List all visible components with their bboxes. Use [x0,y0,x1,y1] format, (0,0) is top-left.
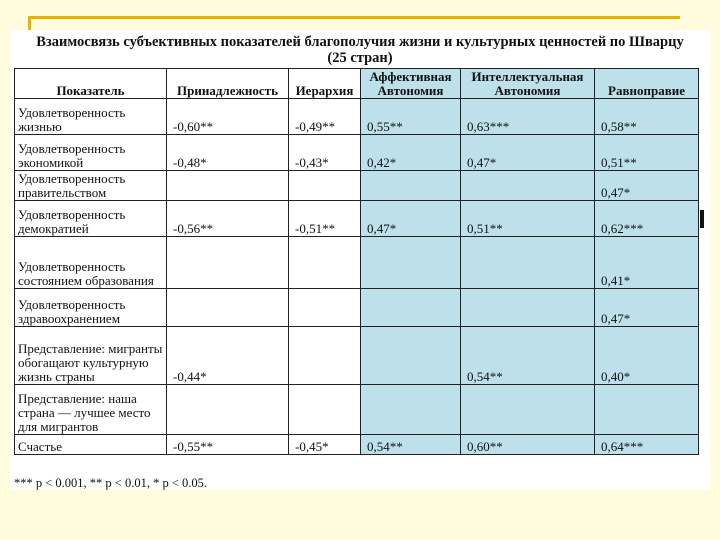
table-row [15,201,699,237]
cell-equality [595,385,699,435]
cell-hierarchy [289,171,361,201]
row-label: Счастье [15,435,167,455]
cell-belonging: -0,48* [167,135,289,171]
cell-affective: 0,54** [361,435,461,455]
cell-equality: 0,51** [595,135,699,171]
cell-belonging: -0,44* [167,327,289,385]
accent-tick [28,16,31,30]
cell-affective: 0,42* [361,135,461,171]
row-label: Удовлетворенность здравоохранением [15,289,167,327]
cell-affective: 0,55** [361,99,461,135]
title-line-2: (25 стран) [327,50,393,66]
table-row [15,435,699,455]
cell-hierarchy [289,385,361,435]
cell-hierarchy [289,237,361,289]
row-label: Удовлетворенность правительством [15,171,167,201]
correlation-table [14,68,699,455]
table-title [10,34,710,66]
cell-affective [361,327,461,385]
header-equality: Равноправие [595,69,699,99]
edge-mark [700,210,704,228]
cell-hierarchy: -0,43* [289,135,361,171]
cell-belonging: -0,56** [167,201,289,237]
table-row [15,135,699,171]
table-row [15,327,699,385]
table-row [15,99,699,135]
row-label: Представление: мигранты обогащают культурную жизнь страны [15,327,167,385]
header-indicator: Показатель [15,69,167,99]
cell-affective [361,289,461,327]
table-row [15,237,699,289]
cell-belonging: -0,55** [167,435,289,455]
cell-intellectual: 0,60** [461,435,595,455]
cell-equality: 0,47* [595,171,699,201]
table-sheet [10,30,710,490]
cell-hierarchy [289,289,361,327]
row-label: Удовлетворенность состоянием образования [15,237,167,289]
cell-belonging [167,289,289,327]
cell-affective [361,385,461,435]
row-label: Удовлетворенность демократией [15,201,167,237]
accent-line [28,16,680,19]
header-row [15,69,699,99]
row-label: Представление: наша страна — лучшее место для мигрантов [15,385,167,435]
cell-belonging [167,171,289,201]
cell-equality: 0,62*** [595,201,699,237]
header-intellectual: Интеллектуальная Автономия [461,69,595,99]
cell-intellectual [461,385,595,435]
cell-intellectual: 0,51** [461,201,595,237]
cell-affective [361,171,461,201]
cell-intellectual [461,171,595,201]
cell-hierarchy [289,327,361,385]
table-row [15,171,699,201]
table-row [15,385,699,435]
row-label: Удовлетворенность жизнью [15,99,167,135]
cell-affective: 0,47* [361,201,461,237]
cell-equality: 0,64*** [595,435,699,455]
cell-equality: 0,47* [595,289,699,327]
table-row [15,289,699,327]
cell-intellectual: 0,47* [461,135,595,171]
title-line-1: Взаимосвязь субъективных показателей благополучия жизни и культурных ценностей по Шварцу [36,34,684,50]
row-label: Удовлетворенность экономикой [15,135,167,171]
cell-equality: 0,40* [595,327,699,385]
header-belonging: Принадлежность [167,69,289,99]
cell-belonging: -0,60** [167,99,289,135]
cell-affective [361,237,461,289]
cell-hierarchy: -0,49** [289,99,361,135]
cell-belonging [167,385,289,435]
cell-equality: 0,41* [595,237,699,289]
header-affective: Аффективная Автономия [361,69,461,99]
cell-intellectual [461,289,595,327]
cell-intellectual: 0,63*** [461,99,595,135]
cell-hierarchy: -0,51** [289,201,361,237]
cell-hierarchy: -0,45* [289,435,361,455]
cell-equality: 0,58** [595,99,699,135]
cell-belonging [167,237,289,289]
cell-intellectual: 0,54** [461,327,595,385]
cell-intellectual [461,237,595,289]
footnote: *** p < 0.001, ** p < 0.01, * p < 0.05. [14,476,208,490]
header-hierarchy: Иерархия [289,69,361,99]
